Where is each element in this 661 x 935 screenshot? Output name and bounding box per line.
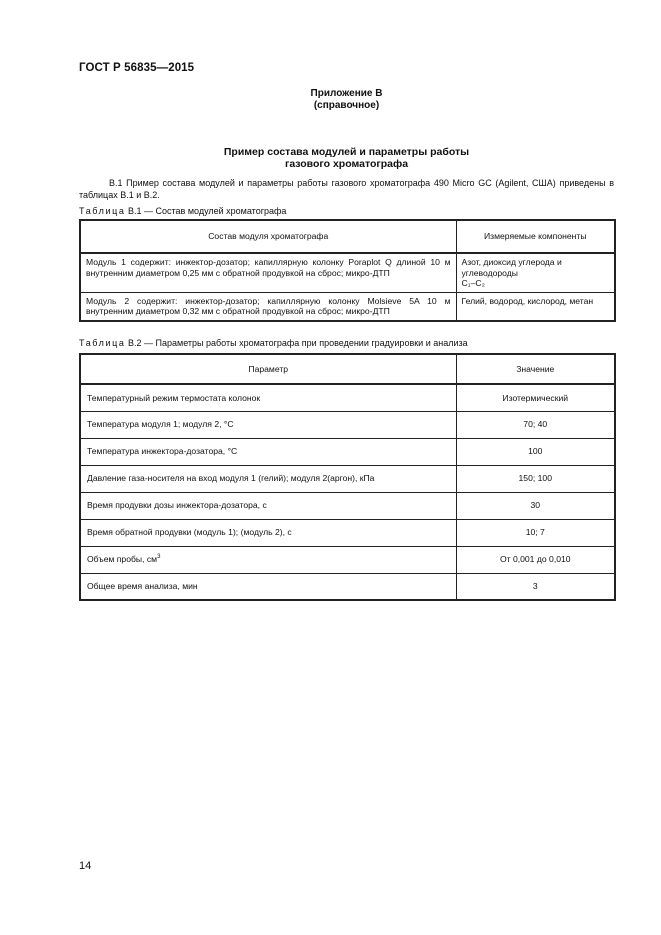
table1-caption	[79, 206, 286, 217]
table2-value: 70; 40	[456, 411, 615, 438]
annex-subtitle: (справочное)	[313, 100, 380, 111]
table2-param: Температура инжектора-дозатора, °С	[80, 438, 456, 465]
annex-title: Приложение В	[310, 88, 383, 99]
intro-text: В.1 Пример состава модулей и параметры работы газового хроматографа 490 Micro GC (Agilent, США) приведены в таблицах В.1 и В.2.	[79, 178, 614, 200]
parameters-table	[79, 353, 616, 601]
modules-table	[79, 219, 616, 322]
table2-value: От 0,001 до 0,010	[456, 546, 615, 573]
annex-heading	[79, 88, 614, 112]
table2-caption-prefix: Таблица	[79, 338, 126, 348]
intro-paragraph	[79, 178, 614, 201]
table2-caption-text: В.2 — Параметры работы хроматографа при проведении градуировки и анализа	[128, 338, 468, 348]
table1-row1-components-text: Азот, диоксид углерода и углеводороды	[461, 257, 562, 278]
table1-header-module: Состав модуля хроматографа	[80, 220, 456, 253]
table2-param-superscript: 3	[157, 554, 161, 561]
table2-param	[80, 546, 456, 573]
table2-caption	[79, 338, 468, 349]
table2-value: Изотермический	[456, 384, 615, 411]
table-row	[80, 546, 615, 573]
table-row	[80, 384, 615, 411]
table-row	[80, 465, 615, 492]
table1-row2-components: Гелий, водород, кислород, метан	[456, 292, 615, 321]
section-title-line2: газового хроматографа	[284, 158, 409, 170]
table2-value: 100	[456, 438, 615, 465]
table2-param: Время обратной продувки (модуль 1); (модуль 2), с	[80, 519, 456, 546]
table1-row2-module: Модуль 2 содержит: инжектор-дозатор; капиллярную колонку Molsieve 5A 10 м внутренним диаметром 0,32 мм с обратной продувкой на сброс; микро-ДТП	[80, 292, 456, 321]
section-title	[79, 146, 614, 170]
table1-row1-components-formula: C₁–C₂	[461, 278, 485, 288]
table2-param: Общее время анализа, мин	[80, 573, 456, 600]
table1-row1-module: Модуль 1 содержит: инжектор-дозатор; капиллярную колонку Poraplot Q длиной 10 м внутренним диаметром 0,25 мм с обратной продувкой на сброс; микро-ДТП	[80, 253, 456, 292]
table-row	[80, 492, 615, 519]
table1-caption-text: В.1 — Состав модулей хроматографа	[128, 206, 287, 216]
page-number: 14	[79, 860, 92, 872]
table2-value: 150; 100	[456, 465, 615, 492]
table2-param: Давление газа-носителя на вход модуля 1 (гелий); модуля 2(аргон), кПа	[80, 465, 456, 492]
table-row	[80, 253, 615, 292]
table2-header-parameter: Параметр	[80, 354, 456, 384]
table-row	[80, 438, 615, 465]
table2-param: Температура модуля 1; модуля 2, °С	[80, 411, 456, 438]
table2-value: 3	[456, 573, 615, 600]
table1-row1-components	[456, 253, 615, 292]
table-row	[80, 411, 615, 438]
table2-param: Температурный режим термостата колонок	[80, 384, 456, 411]
table2-param-text: Объем пробы, см	[87, 554, 158, 565]
table2-param: Время продувки дозы инжектора-дозатора, с	[80, 492, 456, 519]
section-title-line1: Пример состава модулей и параметры работы	[223, 146, 470, 158]
table-row	[80, 519, 615, 546]
table1-header-components: Измеряемые компоненты	[456, 220, 615, 253]
table-row	[80, 573, 615, 600]
table2-header-value: Значение	[456, 354, 615, 384]
document-code-header: ГОСТ Р 56835—2015	[79, 62, 195, 74]
table2-value: 10; 7	[456, 519, 615, 546]
table1-caption-prefix: Таблица	[79, 206, 126, 216]
table2-value: 30	[456, 492, 615, 519]
table-row	[80, 292, 615, 321]
